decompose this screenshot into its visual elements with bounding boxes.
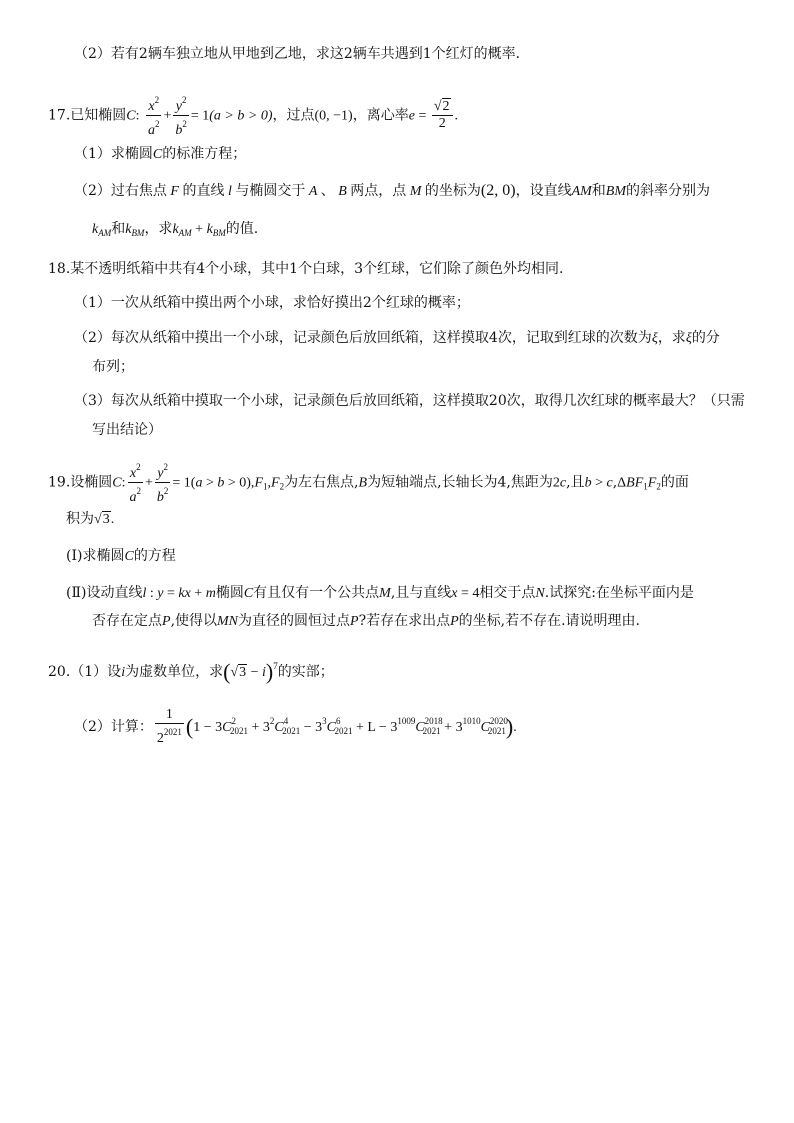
q17-part2-i: 的斜率分别为 [626,183,711,199]
q17-point: (0, −1) [314,108,353,124]
q20-part2: （2）计算： $\frac{1}{2^{2021}}$ $(1 - 3C^2_{2021} + 3^2C^4_{2021} - 3^3C^6_{2021} + L - 3^{1009}C^{2018}_{2021} + 3^{1010}C^{2020}_{2021})$. [74,707,517,746]
q17-part2-a: （2）过右焦点 [74,183,167,199]
q20-frac-den: 2 [156,731,164,746]
q17-part2-line2: $k_{AM}$和$k_{BM}$，求$k_{AM} + k_{BM}$的值. [92,221,259,238]
q17-part2-d: 、 [320,183,335,199]
q17-part2-k: ，求 [144,221,173,237]
q17-part1-text: （1）求椭圆 [74,146,153,162]
q19-t4: , [612,474,618,491]
q19-part2-line1: (Ⅱ)设动直线l : y = kx + m椭圆C有且仅有一个公共点M,且与直线x = 4相交于点N.试探究:在坐标平面内是 [66,585,694,601]
q20-part1-a: （1）设 [70,664,122,680]
q18-intro: 某不透明纸箱中共有4个小球，其中1个白球，3个红球，它们除了颜色外均相同. [70,261,564,277]
q17-stem: 17.已知椭圆C: $\frac{x^2}{a^2}$ + $\frac{y^2}{b^2}$ = 1(a > b > 0)，过点(0, −1)，离心率e = $\frac{√2}{2}$ . [48,92,458,139]
q17-part2-b: 的直线 [182,183,225,199]
q18-part3-line2: 写出结论） [92,422,162,438]
q17-part2-h: 和 [591,183,606,199]
q19-part2-i: 为直径的圆恒过点 [238,613,351,629]
q17-ecc-den: 2 [438,116,446,131]
q19-part2-e: 相交于点 [479,585,536,601]
q17-part1-tail: 的标准方程； [162,146,247,162]
q19-part2-f: .试探究:在坐标平面内是 [544,585,694,601]
q18-part2-line2: 布列； [92,359,134,375]
q17-frac-x: $\frac{x^2}{a^2}$ [146,92,162,139]
q18-part1: （1）一次从纸箱中摸出两个小球，求恰好摸出2个红球的概率； [74,295,470,311]
q18-part2-line1: （2）每次从纸箱中摸出一个小球，记录颜色后放回纸箱，这样摸取4次，记取到红球的次数为ξ，求ξ的分 [74,330,720,346]
q17-part1: （1）求椭圆C的标准方程； [74,146,247,162]
q16-part2: （2）若有2辆车独立地从甲地到乙地，求这2辆车共遇到1个红灯的概率． [74,46,530,62]
q18-part2-c: 的分 [691,330,720,346]
q20-frac-den-exp: 2021 [163,727,182,737]
q18-number: 18. [48,261,71,277]
q19-part1-a: (Ⅰ)求椭圆 [66,548,125,564]
q19-part2-g: 否存在定点 [92,613,162,629]
q17-part2-j: 和 [111,221,126,237]
q17-part2-l: 的值. [225,221,259,237]
q17-condition: (a > b > 0) [209,108,273,124]
q19-t5: 的面 [660,474,689,491]
q17-part2-e: 两点，点 [350,183,407,199]
q19-t1: 为左右焦点, [284,474,359,491]
q17-ellipse-name: C [126,108,136,124]
q18-part2-a: （2）每次从纸箱中摸出一个小球，记录颜色后放回纸箱，这样摸取4次，记取到红球的次数为 [74,330,652,346]
q19-part2-d: ,且与直线 [390,585,452,601]
q17-ecc-var: e [408,108,415,124]
q17-part2-c: 与椭圆交于 [235,183,306,199]
q17-ecc-frac: $\frac{√2}{2}$ [432,99,453,132]
q20-part2-a: （2）计算： [74,719,153,735]
q17-intro: 已知椭圆 [70,107,127,124]
q19-area: 积为√3. [66,511,115,527]
q19-intro: 设椭圆 [70,474,113,491]
q17-number: 17. [48,107,71,124]
q19-t3: ,且 [566,474,585,491]
q20-part1: 20.（1）设i为虚数单位，求$(√3 - i)^7$的实部； [48,659,334,684]
q19-part2-line2: 否存在定点P,使得以MN为直径的圆恒过点P?若存在求出点P的坐标,若不存在.请说明理由. [92,613,641,629]
q20-number: 20. [48,664,71,680]
q19-t2: 为短轴端点,长轴长为4,焦距为 [367,474,553,491]
q19-number: 19. [48,474,71,491]
q19-part2-h: ,使得以 [170,613,218,629]
q17-point-text: ，过点 [272,107,315,124]
q20-part1-c: 的实部； [277,664,334,680]
q17-ecc-text: ，离心率 [352,107,409,124]
q19-part2-j: ?若存在求出点 [358,613,451,629]
q17-ecc-num: 2 [442,99,450,114]
q19-part1: (Ⅰ)求椭圆C的方程 [66,548,176,564]
q17-part2-f: 的坐标为 [424,183,481,199]
q19-part1-b: 的方程 [133,548,176,564]
q19-part2-c: 有且仅有一个公共点 [253,585,380,601]
q17-frac-y: $\frac{y^2}{b^2}$ [173,92,189,139]
q19-t6: 积为 [66,511,94,527]
q18-part3-line1: （3）每次从纸箱中摸取一个小球，记录颜色后放回纸箱，这样摸取20次，取得几次红球的概率最大？（只需 [74,393,745,409]
q17-part2-point: (2, 0) [480,182,516,199]
q19-part2-k: 的坐标,若不存在.请说明理由. [458,613,641,629]
q19-part2-b: 椭圆 [215,585,244,601]
q19-part2-a: (Ⅱ)设动直线 [66,585,143,601]
q20-frac-num: 1 [155,707,184,724]
q18-part2-b: ，求 [657,330,686,346]
q17-part2-line1: （2）过右焦点 F 的直线 l 与椭圆交于 A 、 B 两点，点 M 的坐标为(2, 0)，设直线AM和BM的斜率分别为 [74,182,711,199]
q20-part1-b: 为虚数单位，求 [125,664,224,680]
q17-part2-g: ，设直线 [515,183,572,199]
q18-stem [48,259,563,279]
q19-stem: 19.设椭圆C: $\frac{x^2}{a^2}$ + $\frac{y^2}{b^2}$ = $1(a > b > 0),F_1,F_2$为左右焦点,B为短轴端点,长轴长为4,焦距为2c,且$b > c,\Delta BF_1F_2$的面 [48,459,689,506]
